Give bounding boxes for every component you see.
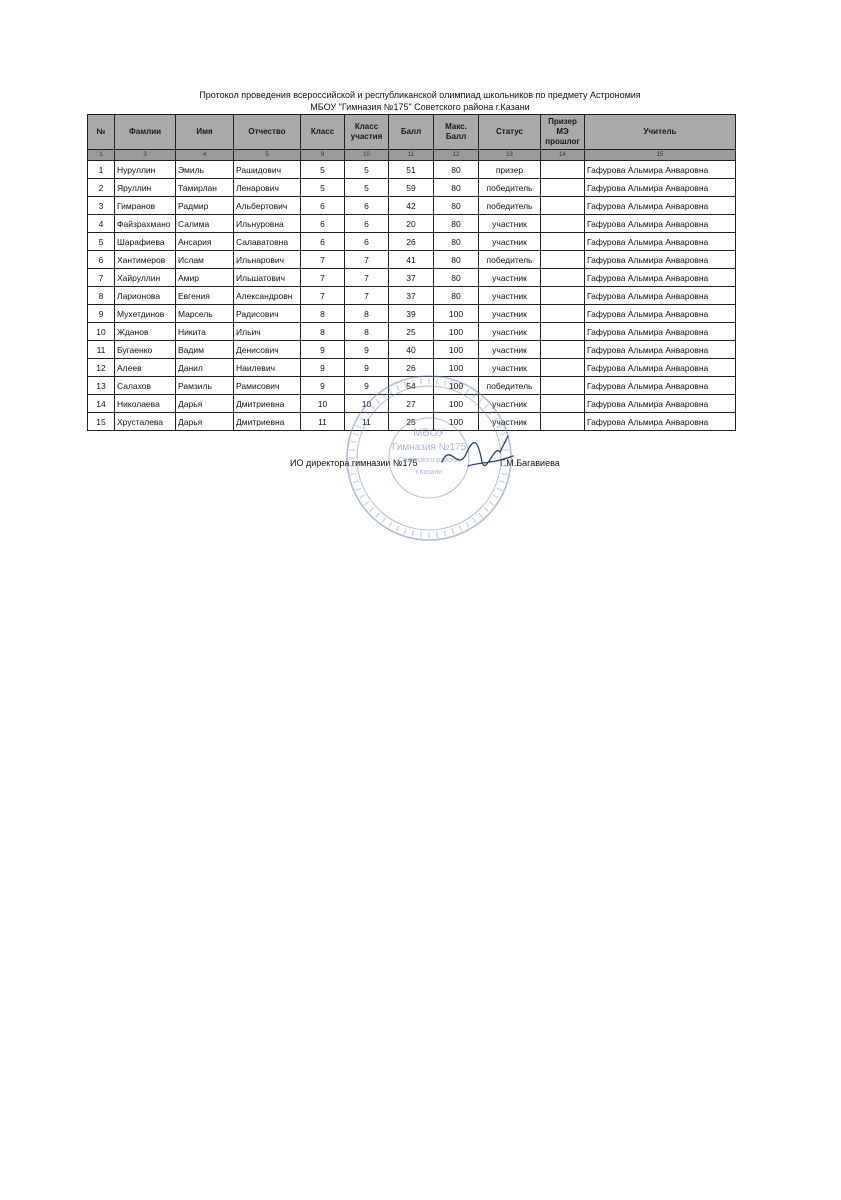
table-cell: 39 <box>389 305 434 323</box>
table-cell: Рамзиль <box>176 377 234 395</box>
column-number: 14 <box>541 150 585 161</box>
table-cell: участник <box>479 395 541 413</box>
signature-role: ИО директора гимназии №175 <box>290 458 418 468</box>
table-cell: Ислам <box>176 251 234 269</box>
table-cell: 5 <box>88 233 115 251</box>
table-cell: 37 <box>389 269 434 287</box>
table-cell: 14 <box>88 395 115 413</box>
document-title: Протокол проведения всероссийской и республиканской олимпиад школьников по предмету Астрономия <box>199 90 641 100</box>
table-row <box>88 161 736 179</box>
table-cell: Салима <box>176 215 234 233</box>
table-cell: 11 <box>301 413 345 431</box>
table-cell: Гафурова Альмира Анваровна <box>585 179 736 197</box>
column-number: 3 <box>115 150 176 161</box>
table-cell: 10 <box>345 395 389 413</box>
column-header: Учитель <box>585 115 736 150</box>
table-cell: 5 <box>301 161 345 179</box>
column-header: Макс. Балл <box>434 115 479 150</box>
table-cell: Наилевич <box>234 359 301 377</box>
table-cell: 8 <box>301 323 345 341</box>
table-cell: 7 <box>301 287 345 305</box>
table-cell: участник <box>479 233 541 251</box>
table-cell <box>541 233 585 251</box>
table-row <box>88 287 736 305</box>
table-cell: победитель <box>479 377 541 395</box>
table-cell: 59 <box>389 179 434 197</box>
table-cell: участник <box>479 215 541 233</box>
signature-name: Г.М.Багавиева <box>500 458 560 468</box>
table-cell: 20 <box>389 215 434 233</box>
table-cell: Рашидович <box>234 161 301 179</box>
table-cell: Гимранов <box>115 197 176 215</box>
column-header: Имя <box>176 115 234 150</box>
table-cell: Яруллин <box>115 179 176 197</box>
column-number: 13 <box>479 150 541 161</box>
table-cell: Никита <box>176 323 234 341</box>
table-cell: 7 <box>301 269 345 287</box>
table-cell: Ильич <box>234 323 301 341</box>
column-header: Класс <box>301 115 345 150</box>
table-cell: 6 <box>345 215 389 233</box>
table-cell: участник <box>479 323 541 341</box>
table-cell: 7 <box>345 269 389 287</box>
table-cell: Шарафиева <box>115 233 176 251</box>
table-cell: 9 <box>301 377 345 395</box>
table-cell: 15 <box>88 413 115 431</box>
table-row <box>88 215 736 233</box>
table-cell: 51 <box>389 161 434 179</box>
table-cell: 4 <box>88 215 115 233</box>
table-cell: 11 <box>345 413 389 431</box>
table-cell: 42 <box>389 197 434 215</box>
table-cell: участник <box>479 287 541 305</box>
table-cell: Дарья <box>176 395 234 413</box>
table-cell: Гафурова Альмира Анваровна <box>585 395 736 413</box>
table-cell: Гафурова Альмира Анваровна <box>585 269 736 287</box>
table-cell: 6 <box>301 197 345 215</box>
table-cell: 100 <box>434 395 479 413</box>
column-number: 10 <box>345 150 389 161</box>
table-cell: 8 <box>301 305 345 323</box>
table-cell <box>541 197 585 215</box>
table-cell: Алеев <box>115 359 176 377</box>
table-cell <box>541 413 585 431</box>
table-cell: 80 <box>434 179 479 197</box>
column-number: 4 <box>176 150 234 161</box>
table-cell: Салахов <box>115 377 176 395</box>
table-cell: 11 <box>88 341 115 359</box>
table-cell: 9 <box>88 305 115 323</box>
table-cell: 5 <box>301 179 345 197</box>
table-cell: Гафурова Альмира Анваровна <box>585 323 736 341</box>
table-cell <box>541 161 585 179</box>
table-cell: победитель <box>479 179 541 197</box>
table-cell: Файзрахмано <box>115 215 176 233</box>
table-cell <box>541 359 585 377</box>
table-cell: 100 <box>434 377 479 395</box>
table-row <box>88 305 736 323</box>
table-cell: 100 <box>434 413 479 431</box>
table-cell: Дарья <box>176 413 234 431</box>
table-cell: 7 <box>345 287 389 305</box>
table-cell <box>541 395 585 413</box>
table-cell: 41 <box>389 251 434 269</box>
table-cell: 9 <box>345 359 389 377</box>
table-cell: Тамирлан <box>176 179 234 197</box>
table-header-row <box>88 115 736 150</box>
table-cell <box>541 377 585 395</box>
table-cell: Гафурова Альмира Анваровна <box>585 287 736 305</box>
table-cell: Мухетдинов <box>115 305 176 323</box>
table-cell: Дмитриевна <box>234 395 301 413</box>
table-cell: Гафурова Альмира Анваровна <box>585 377 736 395</box>
table-cell: 7 <box>301 251 345 269</box>
table-cell: 9 <box>345 341 389 359</box>
handwritten-signature <box>438 432 518 482</box>
table-cell: Гафурова Альмира Анваровна <box>585 161 736 179</box>
table-cell: 6 <box>345 233 389 251</box>
document-subtitle: МБОУ "Гимназия №175" Советского района г.Казани <box>310 102 530 112</box>
table-cell: Нуруллин <box>115 161 176 179</box>
table-cell: 10 <box>88 323 115 341</box>
table-cell: Радмир <box>176 197 234 215</box>
table-cell: 27 <box>389 395 434 413</box>
table-row <box>88 269 736 287</box>
table-cell: 25 <box>389 323 434 341</box>
table-cell: 1 <box>88 161 115 179</box>
table-row <box>88 197 736 215</box>
table-cell: 12 <box>88 359 115 377</box>
table-cell: 10 <box>301 395 345 413</box>
table-cell: участник <box>479 359 541 377</box>
table-cell <box>541 341 585 359</box>
table-cell: победитель <box>479 251 541 269</box>
table-cell <box>541 323 585 341</box>
table-cell: 5 <box>345 179 389 197</box>
table-cell <box>541 179 585 197</box>
table-row <box>88 341 736 359</box>
column-header: Класс участия <box>345 115 389 150</box>
table-cell: 7 <box>88 269 115 287</box>
table-cell: Гафурова Альмира Анваровна <box>585 305 736 323</box>
table-cell: 100 <box>434 359 479 377</box>
table-cell: 9 <box>345 377 389 395</box>
table-cell: Евгения <box>176 287 234 305</box>
table-cell: Хрусталева <box>115 413 176 431</box>
table-cell: Николаева <box>115 395 176 413</box>
table-cell: 2 <box>88 179 115 197</box>
table-cell: 37 <box>389 287 434 305</box>
table-cell: Гафурова Альмира Анваровна <box>585 215 736 233</box>
table-cell: Бугаенко <box>115 341 176 359</box>
table-row <box>88 251 736 269</box>
table-cell: 80 <box>434 287 479 305</box>
table-cell: 8 <box>345 323 389 341</box>
table-cell: 80 <box>434 233 479 251</box>
table-cell: 6 <box>345 197 389 215</box>
column-header: Отчество <box>234 115 301 150</box>
table-cell: 26 <box>389 233 434 251</box>
table-cell: Александровн <box>234 287 301 305</box>
table-cell: 9 <box>301 341 345 359</box>
table-cell: 7 <box>345 251 389 269</box>
table-cell: участник <box>479 341 541 359</box>
table-row <box>88 233 736 251</box>
table-cell: Альбертович <box>234 197 301 215</box>
table-cell <box>541 215 585 233</box>
table-cell: 6 <box>301 215 345 233</box>
column-number: 11 <box>389 150 434 161</box>
table-cell: Денисович <box>234 341 301 359</box>
table-cell: Гафурова Альмира Анваровна <box>585 251 736 269</box>
table-cell: Ансария <box>176 233 234 251</box>
column-number: 5 <box>234 150 301 161</box>
table-cell: 100 <box>434 323 479 341</box>
table-cell: Салаватовна <box>234 233 301 251</box>
seal-text-3: Советского района <box>398 457 460 464</box>
table-cell: Хайруллин <box>115 269 176 287</box>
table-cell: Дмитриевна <box>234 413 301 431</box>
table-cell: 100 <box>434 341 479 359</box>
table-cell: Рамисович <box>234 377 301 395</box>
table-cell: участник <box>479 305 541 323</box>
column-header: № <box>88 115 115 150</box>
column-number: 12 <box>434 150 479 161</box>
column-header: Статус <box>479 115 541 150</box>
table-cell: Ларионова <box>115 287 176 305</box>
table-cell: победитель <box>479 197 541 215</box>
table-cell: Гафурова Альмира Анваровна <box>585 359 736 377</box>
table-cell: Вадим <box>176 341 234 359</box>
table-cell: Радисович <box>234 305 301 323</box>
table-cell: 8 <box>88 287 115 305</box>
column-header: Фамлии <box>115 115 176 150</box>
table-cell: 6 <box>88 251 115 269</box>
seal-text-4: г.Казани <box>415 469 443 476</box>
column-header: Балл <box>389 115 434 150</box>
table-cell: Ильнарович <box>234 251 301 269</box>
table-cell: Гафурова Альмира Анваровна <box>585 233 736 251</box>
table-cell: 80 <box>434 251 479 269</box>
column-number: 9 <box>301 150 345 161</box>
table-cell: 80 <box>434 215 479 233</box>
column-number-row <box>88 150 736 161</box>
table-cell: 80 <box>434 161 479 179</box>
table-cell: Хантимеров <box>115 251 176 269</box>
table-cell <box>541 287 585 305</box>
table-cell: Амир <box>176 269 234 287</box>
seal-text-2: Гимназия №175 <box>391 442 467 453</box>
table-cell: 26 <box>389 359 434 377</box>
table-cell: 25 <box>389 413 434 431</box>
table-row <box>88 179 736 197</box>
table-row <box>88 323 736 341</box>
table-cell: 5 <box>345 161 389 179</box>
table-cell: 9 <box>301 359 345 377</box>
table-cell: Жданов <box>115 323 176 341</box>
table-cell: 3 <box>88 197 115 215</box>
table-cell: 54 <box>389 377 434 395</box>
column-number: 1 <box>88 150 115 161</box>
table-cell: 40 <box>389 341 434 359</box>
table-cell: 80 <box>434 269 479 287</box>
table-cell: участник <box>479 269 541 287</box>
table-cell: участник <box>479 413 541 431</box>
table-cell: Гафурова Альмира Анваровна <box>585 413 736 431</box>
table-cell <box>541 251 585 269</box>
table-cell: Гафурова Альмира Анваровна <box>585 341 736 359</box>
table-cell <box>541 269 585 287</box>
table-cell: 100 <box>434 305 479 323</box>
table-cell: Эмиль <box>176 161 234 179</box>
table-cell: Марсель <box>176 305 234 323</box>
table-cell: Ильшатович <box>234 269 301 287</box>
seal-text-1: МБОУ <box>413 427 445 439</box>
table-cell: Данил <box>176 359 234 377</box>
table-cell: Ильнуровна <box>234 215 301 233</box>
column-number: 15 <box>585 150 736 161</box>
table-cell: Гафурова Альмира Анваровна <box>585 197 736 215</box>
table-cell: Ленарович <box>234 179 301 197</box>
table-cell: 13 <box>88 377 115 395</box>
table-cell <box>541 305 585 323</box>
table-cell: 80 <box>434 197 479 215</box>
column-header: Призер МЭ прошлог <box>541 115 585 150</box>
table-cell: 6 <box>301 233 345 251</box>
table-cell: призер <box>479 161 541 179</box>
table-cell: 8 <box>345 305 389 323</box>
